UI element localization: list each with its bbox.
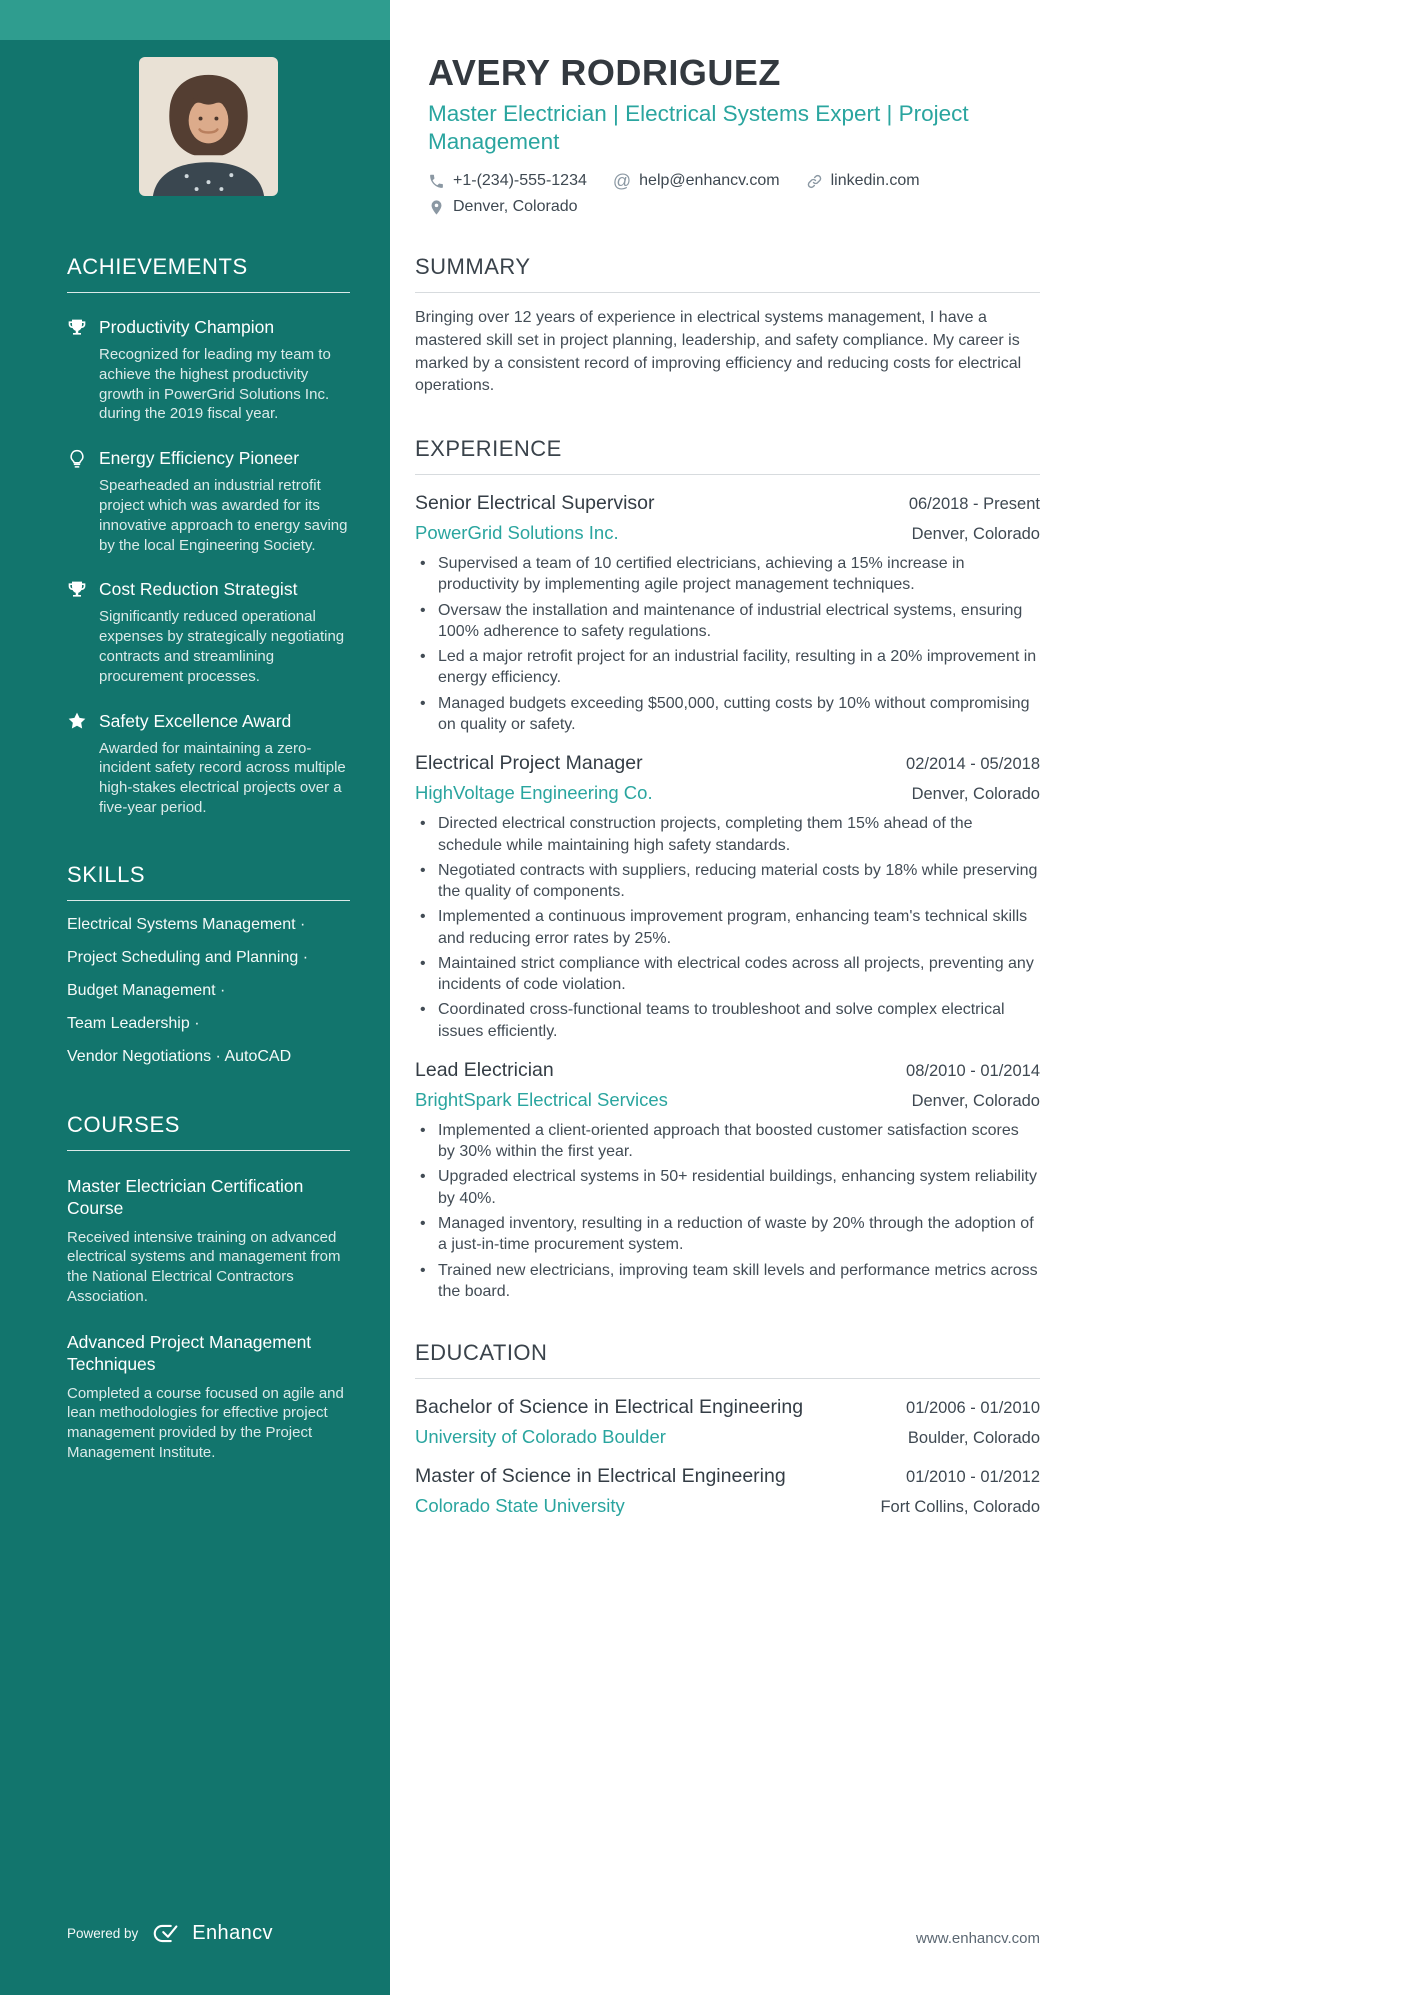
achievement-header	[67, 711, 350, 732]
bullet-item: • Led a major retrofit project for an industrial facility, resulting in a 20% improvement in energy efficiency.	[415, 646, 1040, 689]
achievement-description: Significantly reduced operational expenses by strategically negotiating contracts and streamlining procurement processes.	[99, 608, 345, 685]
achievement-item	[67, 711, 350, 818]
profile-photo	[139, 57, 278, 196]
job-title-row	[415, 752, 1040, 775]
experience-heading: EXPERIENCE	[415, 436, 562, 462]
degree-title-row	[415, 1396, 1040, 1419]
course-title: Advanced Project Management Techniques	[67, 1331, 312, 1375]
summary-heading: SUMMARY	[415, 254, 531, 280]
achievement-description: Recognized for leading my team to achieve the highest productivity growth in PowerGrid Solutions Inc. during the 2019 fiscal year.	[99, 346, 331, 423]
job-location: Denver, Colorado	[911, 1091, 1040, 1110]
bullet-item: • Directed electrical construction projects, completing them 15% ahead of the schedule while maintaining high safety standards.	[415, 813, 1040, 856]
degree-title: Bachelor of Science in Electrical Engineering	[415, 1396, 804, 1419]
job-bullets	[415, 553, 1040, 735]
section-achievements	[67, 254, 350, 818]
phone-number: +1-(234)-555-1234	[453, 172, 587, 190]
heading-rule	[415, 1378, 1040, 1379]
degree-title: Master of Science in Electrical Engineering	[415, 1465, 786, 1488]
achievements-heading: ACHIEVEMENTS	[67, 254, 248, 279]
achievement-item	[67, 579, 350, 686]
company-row	[415, 1089, 1040, 1111]
trophy-icon	[67, 580, 87, 600]
job-dates: 02/2014 - 05/2018	[906, 755, 1040, 774]
trophy-icon	[67, 318, 87, 338]
section-summary	[415, 254, 1040, 398]
degree-title-row	[415, 1465, 1040, 1488]
achievement-description: Awarded for maintaining a zero-incident safety record across multiple high-stakes electrical projects over a five-year period.	[99, 739, 346, 816]
link-text: linkedin.com	[830, 172, 920, 190]
education-entry	[415, 1465, 1040, 1517]
school-location: Fort Collins, Colorado	[880, 1498, 1040, 1517]
bullet-item: • Oversaw the installation and maintenance of industrial electrical systems, ensuring 100% adherence to safety regulations.	[415, 600, 1040, 643]
job-dates: 06/2018 - Present	[908, 495, 1040, 514]
achievement-title: Productivity Champion	[99, 317, 275, 337]
courses-list	[67, 1175, 350, 1463]
school-name: Colorado State University	[415, 1495, 625, 1517]
education-heading: EDUCATION	[415, 1340, 548, 1366]
job-location: Denver, Colorado	[911, 785, 1040, 804]
education-list	[415, 1396, 1040, 1517]
lightbulb-icon	[67, 449, 87, 469]
courses-heading: COURSES	[67, 1111, 180, 1137]
school-row	[415, 1495, 1040, 1517]
job-title-row	[415, 1059, 1040, 1082]
email-address: help@enhancv.com	[639, 172, 780, 190]
bullet-item: • Negotiated contracts with suppliers, reducing material costs by 18% while preserving the quality of components.	[415, 860, 1040, 903]
company-row	[415, 522, 1040, 544]
course-description: Completed a course focused on agile and lean methodologies for effective project management provided by the Project Management Institute.	[67, 1384, 344, 1461]
bullet-item: • Maintained strict compliance with electrical codes across all projects, preventing any incidents of code violation.	[415, 953, 1040, 996]
achievement-title: Cost Reduction Strategist	[99, 579, 298, 600]
summary-text: Bringing over 12 years of experience in electrical systems management, I have a mastered skill set in project planning, leadership, and safety compliance. My career is marked by a consistent record of improving efficiency and reducing costs for electrical operations.	[415, 309, 1022, 395]
experience-entry	[415, 1059, 1040, 1302]
heading-rule	[415, 474, 1040, 475]
achievement-item	[67, 317, 350, 424]
job-bullets	[415, 813, 1040, 1042]
school-location: Boulder, Colorado	[907, 1429, 1040, 1448]
achievement-title: Energy Efficiency Pioneer	[99, 448, 300, 469]
enhancv-wordmark: Enhancv	[192, 1922, 273, 1944]
job-location: Denver, Colorado	[911, 525, 1040, 544]
skill-item: Team Leadership ·	[67, 1014, 200, 1032]
education-entry	[415, 1396, 1040, 1448]
link-icon	[806, 173, 823, 190]
course-description: Received intensive training on advanced electrical systems and management from the National Electrical Contractors Association.	[67, 1228, 341, 1305]
achievement-icon	[67, 318, 87, 338]
bullet-item: • Upgraded electrical systems in 50+ residential buildings, enhancing system reliability by 40%.	[415, 1166, 1040, 1209]
sidebar-footer	[67, 1922, 273, 1945]
course-item	[67, 1331, 350, 1463]
achievement-title: Safety Excellence Award	[99, 710, 292, 731]
achievement-icon	[67, 711, 87, 731]
job-headline: Master Electrician | Electrical Systems Expert | Project Management	[428, 101, 969, 155]
skill-item: Budget Management ·	[67, 981, 226, 999]
degree-dates: 01/2010 - 01/2012	[906, 1468, 1040, 1487]
star-icon	[67, 711, 87, 731]
company-name: BrightSpark Electrical Services	[415, 1088, 668, 1110]
contact-link[interactable]	[806, 172, 920, 190]
bullet-item: • Managed inventory, resulting in a reduction of waste by 20% through the adoption of a just-in-time procurement system.	[415, 1213, 1040, 1256]
achievement-header	[67, 448, 350, 469]
contact-row-primary	[428, 172, 1040, 190]
achievement-header	[67, 317, 350, 338]
skill-item: Project Scheduling and Planning ·	[67, 948, 309, 966]
heading-rule	[415, 292, 1040, 293]
enhancv-logo-icon	[151, 1923, 183, 1944]
location-text: Denver, Colorado	[453, 198, 578, 216]
company-name: PowerGrid Solutions Inc.	[415, 522, 619, 544]
experience-entry	[415, 492, 1040, 735]
skills-heading: SKILLS	[67, 861, 146, 887]
sidebar	[0, 0, 390, 1995]
main-content	[390, 0, 1410, 1995]
section-skills	[67, 862, 350, 1066]
job-title: Lead Electrician	[415, 1058, 554, 1081]
bullet-item: • Implemented a client-oriented approach that boosted customer satisfaction scores by 30% within the first year.	[415, 1120, 1040, 1163]
contact-row-secondary	[428, 198, 1040, 216]
company-name: HighVoltage Engineering Co.	[415, 782, 653, 804]
job-title: Senior Electrical Supervisor	[415, 492, 655, 515]
contact-email[interactable]	[613, 172, 780, 190]
bullet-item: • Implemented a continuous improvement program, enhancing team's technical skills and reducing error rates by 25%.	[415, 906, 1040, 949]
candidate-name: AVERY RODRIGUEZ	[428, 52, 781, 93]
skills-list	[67, 916, 350, 1066]
skill-item: Vendor Negotiations · AutoCAD	[67, 1047, 292, 1065]
section-education	[415, 1340, 1040, 1517]
section-experience	[415, 436, 1040, 1302]
achievement-header	[67, 579, 350, 600]
header-block	[428, 52, 1040, 216]
degree-dates: 01/2006 - 01/2010	[906, 1399, 1040, 1418]
achievement-description: Spearheaded an industrial retrofit project which was awarded for its innovative approach to energy saving by the local Engineering Society.	[99, 477, 348, 554]
school-name: University of Colorado Boulder	[415, 1426, 666, 1448]
site-link[interactable]: www.enhancv.com	[916, 1930, 1040, 1947]
skill-item: Electrical Systems Management ·	[67, 915, 306, 933]
job-bullets	[415, 1120, 1040, 1302]
achievement-icon	[67, 449, 87, 469]
section-courses	[67, 1112, 350, 1463]
sidebar-top-band	[0, 0, 390, 40]
contact-phone	[428, 172, 587, 190]
job-title: Electrical Project Manager	[415, 752, 643, 775]
job-title-row	[415, 492, 1040, 515]
location-icon	[428, 199, 445, 216]
contact-location	[428, 198, 578, 216]
heading-rule	[67, 1150, 350, 1151]
bullet-item: • Supervised a team of 10 certified electricians, achieving a 15% increase in productivity by implementing agile project management techniques.	[415, 553, 1040, 596]
phone-icon	[428, 173, 445, 190]
bullet-item: • Trained new electricians, improving team skill levels and performance metrics across the board.	[415, 1260, 1040, 1303]
heading-rule	[67, 292, 350, 293]
powered-by-label: Powered by	[67, 1926, 139, 1941]
bullet-item: • Coordinated cross-functional teams to troubleshoot and solve complex electrical issues efficiently.	[415, 999, 1040, 1042]
at-icon: @	[612, 170, 632, 191]
experience-list	[415, 492, 1040, 1302]
enhancv-brand[interactable]	[151, 1922, 273, 1945]
achievements-list	[67, 317, 350, 818]
school-row	[415, 1426, 1040, 1448]
achievement-icon	[67, 580, 87, 600]
bullet-item: • Managed budgets exceeding $500,000, cutting costs by 10% without compromising on quality or safety.	[415, 693, 1040, 736]
achievement-item	[67, 448, 350, 555]
course-item	[67, 1175, 350, 1307]
heading-rule	[67, 900, 350, 901]
company-row	[415, 782, 1040, 804]
job-dates: 08/2010 - 01/2014	[906, 1061, 1040, 1080]
experience-entry	[415, 752, 1040, 1042]
course-title: Master Electrician Certification Course	[67, 1175, 304, 1219]
